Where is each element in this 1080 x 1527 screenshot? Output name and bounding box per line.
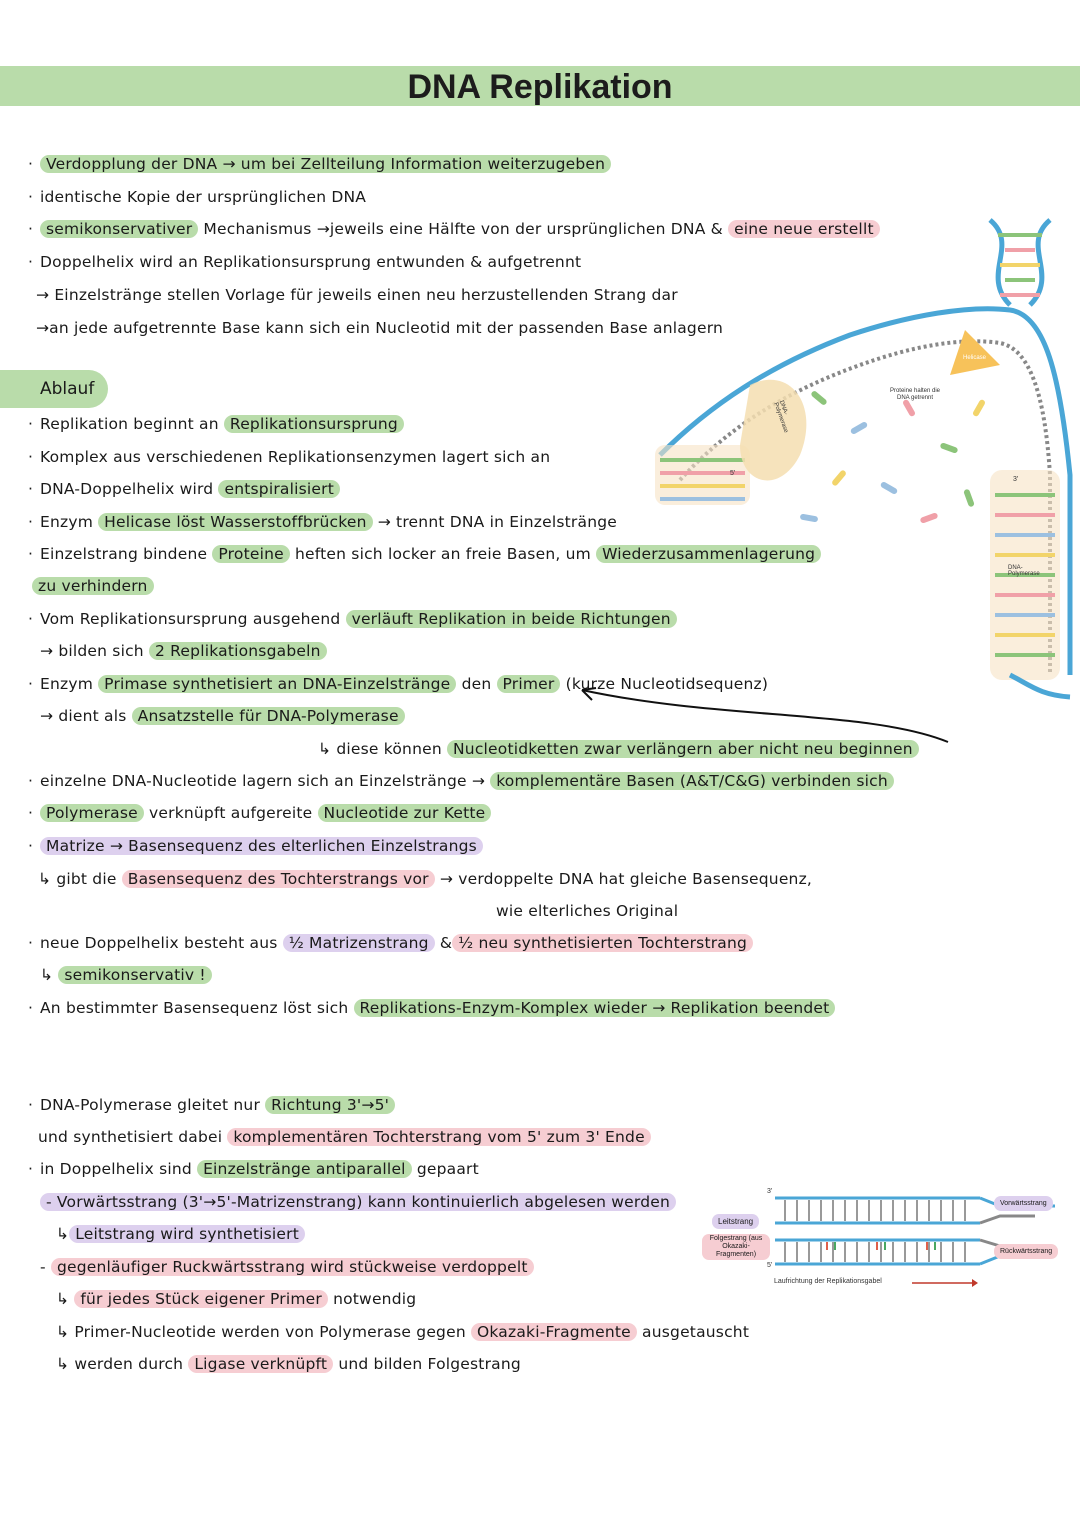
strand-5prime-bottom: 5' bbox=[767, 1262, 773, 1269]
folgestrang-label: Folgestrang (aus Okazaki-Fragmenten) bbox=[702, 1234, 770, 1260]
page-title: DNA Replikation bbox=[407, 68, 673, 106]
left-helix bbox=[655, 445, 750, 505]
free-nucleotides bbox=[800, 390, 986, 524]
ablauf-line-4: · Enzym Helicase löst Wasserstoffbrücken → trennt DNA in Einzelstränge bbox=[28, 513, 617, 531]
ablauf-line-17: · An bestimmter Basensequenz löst sich Replikations-Enzym-Komplex wieder → Replikation beendet bbox=[28, 997, 835, 1019]
ablauf-line-8: · Enzym Primase synthetisiert an DNA-Einzelstränge den Primer (kurze Nucleotidsequenz) bbox=[28, 675, 769, 693]
helicase-label: Helicase bbox=[963, 355, 987, 361]
polymerase-left-label: DNA-Polymerase bbox=[772, 399, 789, 434]
fork-3prime: 3' bbox=[1013, 476, 1019, 483]
intro-line-3: · semikonservativer Mechanismus →jeweils eine Hälfte von der ursprünglichen DNA & eine neue erstellt bbox=[28, 218, 880, 240]
intro-line-2: · identische Kopie der ursprünglichen DNA bbox=[28, 188, 367, 206]
intro-line-6: →an jede aufgetrennte Base kann sich ein Nucleotid mit der passenden Base anlagern bbox=[36, 319, 724, 337]
direction-label: Laufrichtung der Replikationsgabel bbox=[774, 1278, 882, 1285]
ablauf-line-7: → bilden sich 2 Replikationsgabeln bbox=[40, 640, 327, 662]
ablauf-heading: Ablauf bbox=[0, 370, 108, 408]
ablauf-line-12: · Polymerase verknüpft aufgereite Nucleotide zur Kette bbox=[28, 802, 491, 824]
ablauf-line-15: · neue Doppelhelix besteht aus ½ Matrizenstrang & ½ neu synthetisierten Tochterstrang bbox=[28, 932, 753, 954]
ablauf-line-10: ↳ diese können Nucleotidketten zwar verlängern aber nicht neu beginnen bbox=[318, 738, 919, 760]
top-helix bbox=[990, 220, 1050, 305]
direction-arrow bbox=[910, 1278, 980, 1288]
ablauf-line-5b: zu verhindern bbox=[32, 575, 154, 597]
polymerase-right-label: DNA-Polymerase bbox=[1008, 565, 1040, 577]
fork-5prime: 5' bbox=[730, 470, 736, 477]
ablauf-line-16: ↳ semikonservativ ! bbox=[40, 964, 212, 986]
poly-line-4: - Vorwärtsstrang (3'→5'-Matrizenstrang) kann kontinuierlich abgelesen werden bbox=[40, 1191, 676, 1213]
intro-line-4: · Doppelhelix wird an Replikationsursprung entwunden & aufgetrennt bbox=[28, 253, 582, 271]
poly-line-9: ↳ werden durch Ligase verknüpft und bilden Folgestrang bbox=[56, 1355, 521, 1373]
poly-line-8: ↳ Primer-Nucleotide werden von Polymerase gegen Okazaki-Fragmente ausgetauscht bbox=[56, 1323, 750, 1341]
ablauf-line-3: · DNA-Doppelhelix wird entspiralisiert bbox=[28, 478, 340, 500]
vorwaerts-label: Vorwärtsstrang bbox=[994, 1196, 1053, 1211]
replication-fork-figure bbox=[650, 215, 1075, 700]
ablauf-line-14: ↳ gibt die Basensequenz des Tochterstrangs vor → verdoppelte DNA hat gleiche Basensequenz, bbox=[38, 870, 813, 888]
poly-line-1: · DNA-Polymerase gleitet nur Richtung 3'→5' bbox=[28, 1094, 395, 1116]
ablauf-line-14b: wie elterliches Original bbox=[496, 902, 679, 920]
proteins-label: Proteine halten die DNA getrennt bbox=[889, 388, 941, 401]
ablauf-line-13: · Matrize → Basensequenz des elterlichen Einzelstrangs bbox=[28, 835, 483, 857]
intro-line-5: → Einzelstränge stellen Vorlage für jeweils einen neu herzustellenden Strang dar bbox=[36, 286, 678, 304]
intro-line-1: · Verdopplung der DNA → um bei Zellteilung Information weiterzugeben bbox=[28, 153, 611, 175]
poly-line-2: und synthetisiert dabei komplementären Tochterstrang vom 5' zum 3' Ende bbox=[38, 1126, 651, 1148]
poly-line-7: ↳ für jedes Stück eigener Primer notwendig bbox=[56, 1290, 417, 1308]
poly-line-5: ↳ Leitstrang wird synthetisiert bbox=[56, 1223, 305, 1245]
ablauf-line-6: · Vom Replikationsursprung ausgehend verläuft Replikation in beide Richtungen bbox=[28, 608, 677, 630]
strand-3prime-top: 3' bbox=[767, 1188, 773, 1195]
ablauf-line-2: · Komplex aus verschiedenen Replikationsenzymen lagert sich an bbox=[28, 448, 551, 466]
ablauf-line-1: · Replikation beginnt an Replikationsursprung bbox=[28, 413, 404, 435]
ablauf-line-11: · einzelne DNA-Nucleotide lagern sich an Einzelstränge → komplementäre Basen (A&T/C&G) verbinden sich bbox=[28, 770, 894, 792]
poly-line-3: · in Doppelhelix sind Einzelstränge antiparallel gepaart bbox=[28, 1160, 479, 1178]
leitstrang-label: Leitstrang bbox=[712, 1214, 759, 1229]
ablauf-line-9: → dient als Ansatzstelle für DNA-Polymerase bbox=[40, 705, 405, 727]
ablauf-line-5: · Einzelstrang bindene Proteine heften sich locker an freie Basen, um Wiederzusammenlagerung bbox=[28, 543, 821, 565]
poly-line-6: - gegenläufiger Ruckwärtsstrang wird stückweise verdoppelt bbox=[40, 1256, 534, 1278]
rueckwaerts-label: Rückwärtsstrang bbox=[994, 1244, 1058, 1259]
